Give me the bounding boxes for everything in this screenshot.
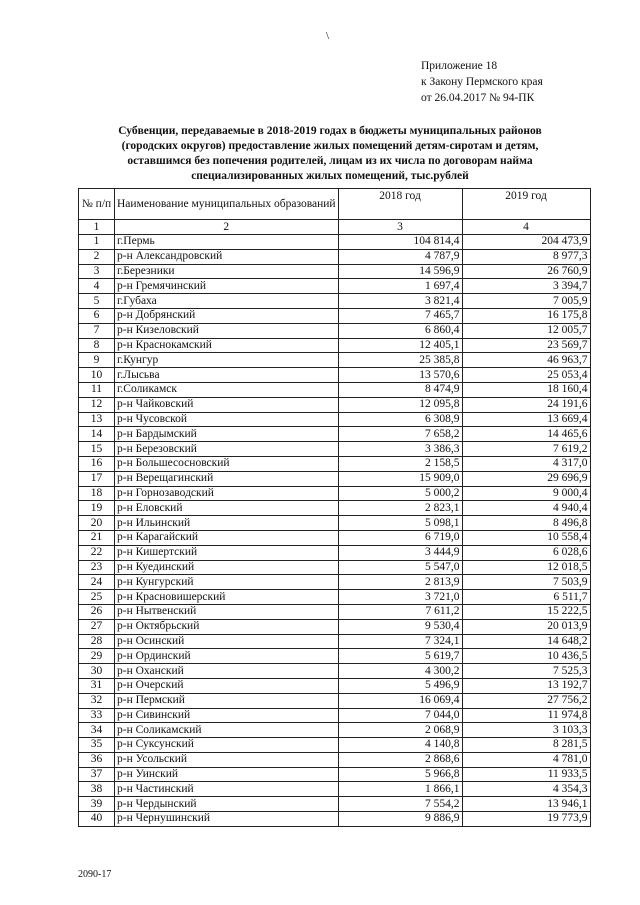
column-number-row xyxy=(79,220,591,235)
header-2019: 2019 год xyxy=(462,189,590,220)
value-2019: 14 648,2 xyxy=(462,634,590,649)
row-number: 34 xyxy=(79,723,115,738)
row-number: 31 xyxy=(79,678,115,693)
row-number: 6 xyxy=(79,308,115,323)
row-number: 9 xyxy=(79,353,115,368)
table-row xyxy=(79,752,591,767)
table-row xyxy=(79,338,591,353)
value-2019: 46 963,7 xyxy=(462,353,590,368)
value-2018: 5 098,1 xyxy=(338,516,462,531)
municipality-name: р-н Сивинский xyxy=(115,708,339,723)
row-number: 7 xyxy=(79,323,115,338)
municipality-name: р-н Краснокамский xyxy=(115,338,339,353)
table-row xyxy=(79,249,591,264)
municipality-name: р-н Чусовской xyxy=(115,412,339,427)
municipality-name: р-н Ординский xyxy=(115,649,339,664)
value-2019: 16 175,8 xyxy=(462,308,590,323)
value-2018: 5 966,8 xyxy=(338,767,462,782)
municipality-name: р-н Нытвенский xyxy=(115,604,339,619)
table-row xyxy=(79,353,591,368)
colnum-1: 1 xyxy=(79,220,115,235)
municipality-name: р-н Добрянский xyxy=(115,308,339,323)
municipality-name: р-н Очерский xyxy=(115,678,339,693)
row-number: 24 xyxy=(79,575,115,590)
value-2018: 4 787,9 xyxy=(338,249,462,264)
appendix-block xyxy=(421,58,543,106)
table-row xyxy=(79,368,591,383)
table-row xyxy=(79,797,591,812)
row-number: 1 xyxy=(79,235,115,250)
table-row xyxy=(79,442,591,457)
row-number: 11 xyxy=(79,382,115,397)
table-row xyxy=(79,604,591,619)
municipality-name: р-н Усольский xyxy=(115,752,339,767)
value-2019: 15 222,5 xyxy=(462,604,590,619)
value-2019: 3 394,7 xyxy=(462,279,590,294)
title-line-3: оставшимся без попечения родителей, лицам из их числа по договорам найма xyxy=(127,155,533,167)
row-number: 40 xyxy=(79,812,115,827)
appendix-line-3: от 26.04.2017 № 94-ПК xyxy=(421,92,535,104)
municipality-name: р-н Октябрьский xyxy=(115,619,339,634)
table-row xyxy=(79,456,591,471)
footer-code: 2090-17 xyxy=(78,869,112,880)
municipality-name: р-н Частинский xyxy=(115,782,339,797)
value-2019: 19 773,9 xyxy=(462,812,590,827)
row-number: 36 xyxy=(79,752,115,767)
value-2018: 2 823,1 xyxy=(338,501,462,516)
municipality-name: г.Губаха xyxy=(115,294,339,309)
value-2019: 27 756,2 xyxy=(462,693,590,708)
value-2019: 20 013,9 xyxy=(462,619,590,634)
value-2018: 4 300,2 xyxy=(338,664,462,679)
table-row xyxy=(79,767,591,782)
municipality-name: р-н Уинский xyxy=(115,767,339,782)
row-number: 4 xyxy=(79,279,115,294)
value-2019: 29 696,9 xyxy=(462,471,590,486)
row-number: 10 xyxy=(79,368,115,383)
value-2018: 5 619,7 xyxy=(338,649,462,664)
table-row xyxy=(79,382,591,397)
table-row xyxy=(79,486,591,501)
table-row xyxy=(79,308,591,323)
table-row xyxy=(79,294,591,309)
municipality-name: р-н Бардымский xyxy=(115,427,339,442)
table-row xyxy=(79,235,591,250)
value-2019: 7 503,9 xyxy=(462,575,590,590)
value-2018: 14 596,9 xyxy=(338,264,462,279)
value-2018: 16 069,4 xyxy=(338,693,462,708)
table-row xyxy=(79,471,591,486)
colnum-3: 3 xyxy=(338,220,462,235)
table-row xyxy=(79,678,591,693)
row-number: 17 xyxy=(79,471,115,486)
value-2019: 10 436,5 xyxy=(462,649,590,664)
colnum-4: 4 xyxy=(462,220,590,235)
table-row xyxy=(79,427,591,442)
value-2018: 7 658,2 xyxy=(338,427,462,442)
value-2018: 15 909,0 xyxy=(338,471,462,486)
row-number: 39 xyxy=(79,797,115,812)
table-row xyxy=(79,634,591,649)
municipality-name: р-н Кизеловский xyxy=(115,323,339,338)
row-number: 2 xyxy=(79,249,115,264)
municipality-name: р-н Верещагинский xyxy=(115,471,339,486)
row-number: 30 xyxy=(79,664,115,679)
row-number: 38 xyxy=(79,782,115,797)
value-2018: 9 886,9 xyxy=(338,812,462,827)
row-number: 22 xyxy=(79,545,115,560)
row-number: 20 xyxy=(79,516,115,531)
value-2018: 6 719,0 xyxy=(338,530,462,545)
value-2019: 4 781,0 xyxy=(462,752,590,767)
table-row xyxy=(79,782,591,797)
header-2018: 2018 год xyxy=(338,189,462,220)
row-number: 16 xyxy=(79,456,115,471)
value-2018: 12 405,1 xyxy=(338,338,462,353)
value-2019: 204 473,9 xyxy=(462,235,590,250)
value-2019: 23 569,7 xyxy=(462,338,590,353)
table-row xyxy=(79,279,591,294)
value-2019: 4 317,0 xyxy=(462,456,590,471)
municipality-name: р-н Гремячинский xyxy=(115,279,339,294)
municipality-name: р-н Ильинский xyxy=(115,516,339,531)
value-2018: 2 868,6 xyxy=(338,752,462,767)
value-2018: 3 444,9 xyxy=(338,545,462,560)
municipality-name: г.Березники xyxy=(115,264,339,279)
value-2019: 11 933,5 xyxy=(462,767,590,782)
value-2019: 26 760,9 xyxy=(462,264,590,279)
value-2019: 10 558,4 xyxy=(462,530,590,545)
value-2019: 12 018,5 xyxy=(462,560,590,575)
value-2019: 7 525,3 xyxy=(462,664,590,679)
municipality-name: р-н Пермский xyxy=(115,693,339,708)
value-2018: 7 465,7 xyxy=(338,308,462,323)
table-row xyxy=(79,397,591,412)
value-2018: 2 813,9 xyxy=(338,575,462,590)
row-number: 3 xyxy=(79,264,115,279)
value-2018: 7 611,2 xyxy=(338,604,462,619)
value-2018: 6 860,4 xyxy=(338,323,462,338)
header-name: Наименование муниципальных образований xyxy=(115,189,339,220)
value-2019: 8 281,5 xyxy=(462,738,590,753)
value-2018: 7 324,1 xyxy=(338,634,462,649)
value-2018: 104 814,4 xyxy=(338,235,462,250)
municipality-name: р-н Александровский xyxy=(115,249,339,264)
table-row xyxy=(79,501,591,516)
value-2019: 14 465,6 xyxy=(462,427,590,442)
value-2019: 6 511,7 xyxy=(462,590,590,605)
table-row xyxy=(79,545,591,560)
value-2019: 4 940,4 xyxy=(462,501,590,516)
value-2019: 13 946,1 xyxy=(462,797,590,812)
municipality-name: г.Соликамск xyxy=(115,382,339,397)
title-line-1: Субвенции, передаваемые в 2018-2019 годах в бюджеты муниципальных районов xyxy=(118,125,542,137)
row-number: 35 xyxy=(79,738,115,753)
row-number: 28 xyxy=(79,634,115,649)
value-2018: 3 821,4 xyxy=(338,294,462,309)
value-2019: 25 053,4 xyxy=(462,368,590,383)
municipality-name: р-н Соликамский xyxy=(115,723,339,738)
value-2019: 13 669,4 xyxy=(462,412,590,427)
page-mark: \ xyxy=(326,30,330,42)
table-row xyxy=(79,812,591,827)
table-row xyxy=(79,664,591,679)
municipality-name: г.Пермь xyxy=(115,235,339,250)
municipality-name: г.Лысьва xyxy=(115,368,339,383)
table-row xyxy=(79,723,591,738)
value-2019: 7 005,9 xyxy=(462,294,590,309)
value-2018: 3 386,3 xyxy=(338,442,462,457)
value-2018: 2 068,9 xyxy=(338,723,462,738)
value-2019: 8 496,8 xyxy=(462,516,590,531)
title-line-4: специализированных жилых помещений, тыс.рублей xyxy=(191,170,469,182)
value-2018: 9 530,4 xyxy=(338,619,462,634)
municipality-name: р-н Кунгурский xyxy=(115,575,339,590)
table-row xyxy=(79,264,591,279)
municipality-name: р-н Осинский xyxy=(115,634,339,649)
municipality-name: р-н Чернушинский xyxy=(115,812,339,827)
value-2019: 24 191,6 xyxy=(462,397,590,412)
value-2018: 5 496,9 xyxy=(338,678,462,693)
value-2018: 2 158,5 xyxy=(338,456,462,471)
value-2018: 6 308,9 xyxy=(338,412,462,427)
value-2019: 12 005,7 xyxy=(462,323,590,338)
appendix-line-2: к Закону Пермского края xyxy=(421,76,543,88)
row-number: 21 xyxy=(79,530,115,545)
row-number: 26 xyxy=(79,604,115,619)
table-row xyxy=(79,708,591,723)
row-number: 29 xyxy=(79,649,115,664)
municipality-name: р-н Березовский xyxy=(115,442,339,457)
municipality-name: г.Кунгур xyxy=(115,353,339,368)
row-number: 37 xyxy=(79,767,115,782)
row-number: 27 xyxy=(79,619,115,634)
table-row xyxy=(79,323,591,338)
value-2018: 1 697,4 xyxy=(338,279,462,294)
table-row xyxy=(79,619,591,634)
municipality-name: р-н Большесосновский xyxy=(115,456,339,471)
table-header-row xyxy=(79,189,591,220)
value-2019: 3 103,3 xyxy=(462,723,590,738)
value-2018: 1 866,1 xyxy=(338,782,462,797)
value-2018: 7 554,2 xyxy=(338,797,462,812)
value-2018: 5 547,0 xyxy=(338,560,462,575)
value-2019: 6 028,6 xyxy=(462,545,590,560)
value-2018: 5 000,2 xyxy=(338,486,462,501)
table-row xyxy=(79,560,591,575)
row-number: 8 xyxy=(79,338,115,353)
value-2019: 13 192,7 xyxy=(462,678,590,693)
municipality-name: р-н Карагайский xyxy=(115,530,339,545)
table-row xyxy=(79,738,591,753)
municipality-name: р-н Куединский xyxy=(115,560,339,575)
row-number: 12 xyxy=(79,397,115,412)
municipality-name: р-н Суксунский xyxy=(115,738,339,753)
value-2018: 3 721,0 xyxy=(338,590,462,605)
table-row xyxy=(79,530,591,545)
table-row xyxy=(79,590,591,605)
row-number: 14 xyxy=(79,427,115,442)
value-2019: 4 354,3 xyxy=(462,782,590,797)
value-2018: 12 095,8 xyxy=(338,397,462,412)
value-2019: 7 619,2 xyxy=(462,442,590,457)
appendix-line-1: Приложение 18 xyxy=(421,60,498,72)
table-row xyxy=(79,575,591,590)
value-2018: 25 385,8 xyxy=(338,353,462,368)
row-number: 18 xyxy=(79,486,115,501)
table-row xyxy=(79,649,591,664)
municipality-name: р-н Чердынский xyxy=(115,797,339,812)
value-2018: 13 570,6 xyxy=(338,368,462,383)
value-2018: 7 044,0 xyxy=(338,708,462,723)
subsidy-table xyxy=(78,188,591,827)
row-number: 13 xyxy=(79,412,115,427)
row-number: 5 xyxy=(79,294,115,309)
title-line-2: (городских округов) предоставление жилых помещений детям-сиротам и детям, xyxy=(121,140,539,152)
value-2018: 8 474,9 xyxy=(338,382,462,397)
header-num: № п/п xyxy=(79,189,115,220)
row-number: 19 xyxy=(79,501,115,516)
value-2019: 11 974,8 xyxy=(462,708,590,723)
colnum-2: 2 xyxy=(115,220,339,235)
municipality-name: р-н Горнозаводский xyxy=(115,486,339,501)
row-number: 23 xyxy=(79,560,115,575)
value-2019: 8 977,3 xyxy=(462,249,590,264)
municipality-name: р-н Кишертский xyxy=(115,545,339,560)
municipality-name: р-н Еловский xyxy=(115,501,339,516)
table-row xyxy=(79,516,591,531)
municipality-name: р-н Чайковский xyxy=(115,397,339,412)
table-row xyxy=(79,693,591,708)
document-title xyxy=(70,124,590,184)
value-2018: 4 140,8 xyxy=(338,738,462,753)
municipality-name: р-н Оханский xyxy=(115,664,339,679)
row-number: 25 xyxy=(79,590,115,605)
value-2019: 9 000,4 xyxy=(462,486,590,501)
row-number: 32 xyxy=(79,693,115,708)
municipality-name: р-н Красновишерский xyxy=(115,590,339,605)
table-row xyxy=(79,412,591,427)
value-2019: 18 160,4 xyxy=(462,382,590,397)
row-number: 15 xyxy=(79,442,115,457)
row-number: 33 xyxy=(79,708,115,723)
